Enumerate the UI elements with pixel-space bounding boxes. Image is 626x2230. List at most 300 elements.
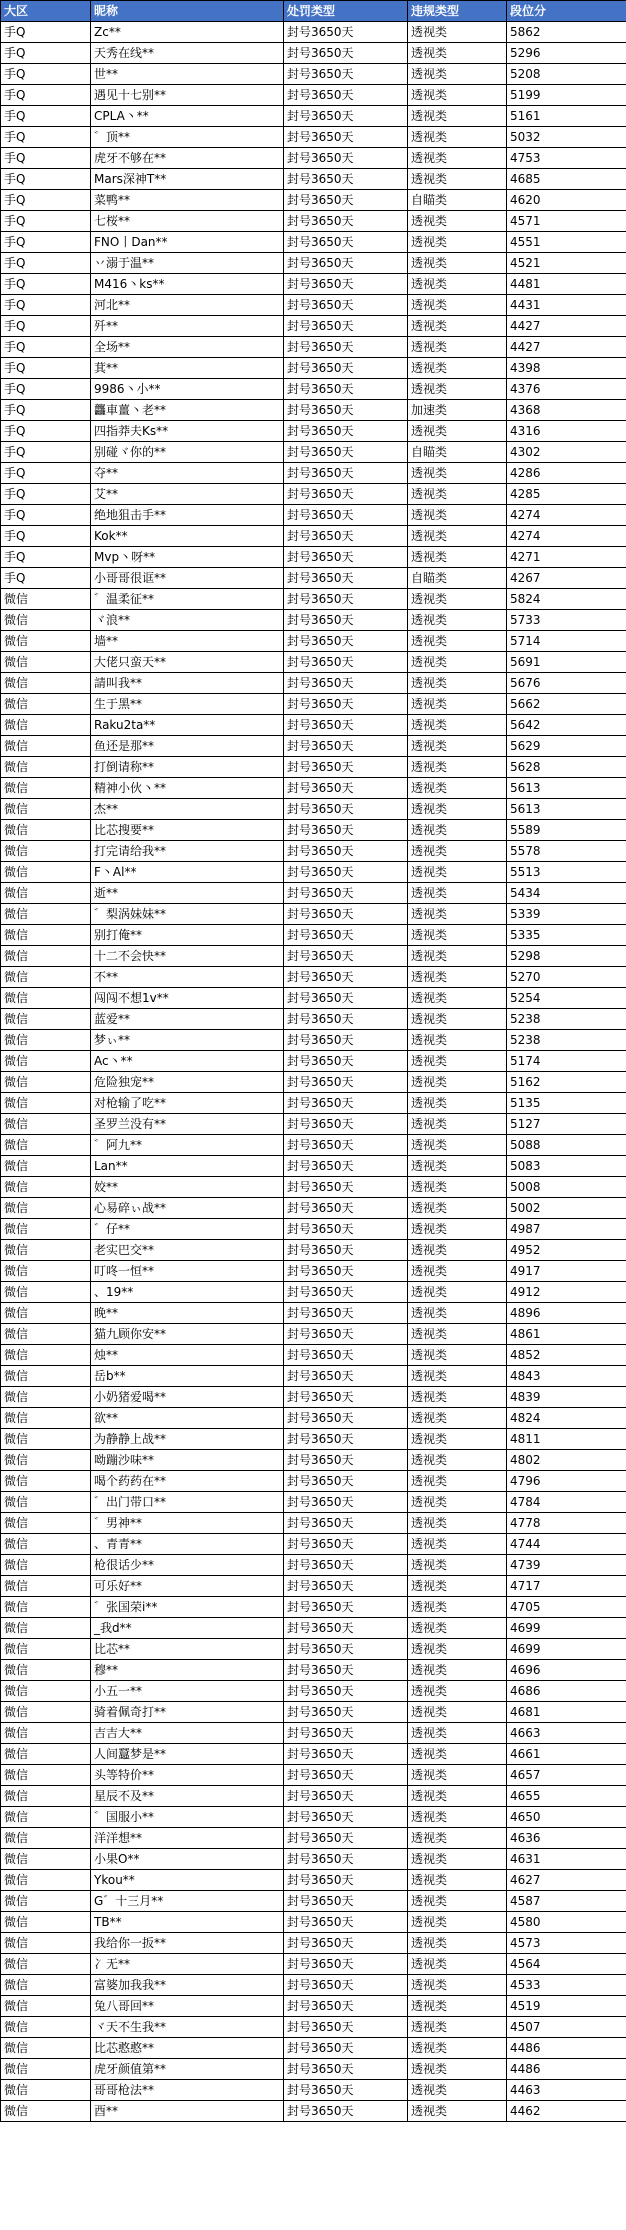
rank-score-cell: 4573 <box>507 1933 626 1954</box>
penalty-type-cell: 封号3650天 <box>284 568 408 589</box>
penalty-type-cell: 封号3650天 <box>284 1555 408 1576</box>
rank-score-cell: 4685 <box>507 169 626 190</box>
region-cell: 微信 <box>1 1807 91 1828</box>
rank-score-cell: 4699 <box>507 1618 626 1639</box>
rank-score-cell: 4631 <box>507 1849 626 1870</box>
rank-score-cell: 5434 <box>507 883 626 904</box>
table-row <box>1 274 626 295</box>
region-cell: 手Q <box>1 85 91 106</box>
violation-type-cell: 透视类 <box>408 1744 507 1765</box>
rank-score-cell: 4843 <box>507 1366 626 1387</box>
region-cell: 微信 <box>1 1639 91 1660</box>
violation-type-cell: 透视类 <box>408 631 507 652</box>
table-row <box>1 1345 626 1366</box>
rank-score-cell: 5208 <box>507 64 626 85</box>
penalty-type-cell: 封号3650天 <box>284 1576 408 1597</box>
violation-type-cell: 透视类 <box>408 1597 507 1618</box>
rank-score-cell: 5613 <box>507 778 626 799</box>
penalty-type-cell: 封号3650天 <box>284 505 408 526</box>
region-cell: 微信 <box>1 1156 91 1177</box>
violation-type-cell: 透视类 <box>408 589 507 610</box>
table-row <box>1 862 626 883</box>
rank-score-cell: 4481 <box>507 274 626 295</box>
violation-type-cell: 透视类 <box>408 799 507 820</box>
nickname-cell: 吉吉大** <box>91 1723 284 1744</box>
penalty-type-cell: 封号3650天 <box>284 946 408 967</box>
violation-type-cell: 透视类 <box>408 862 507 883</box>
table-row <box>1 337 626 358</box>
table-row <box>1 1765 626 1786</box>
nickname-cell: 兔八哥回** <box>91 1996 284 2017</box>
nickname-cell: 生于黑** <box>91 694 284 715</box>
nickname-cell: 世** <box>91 64 284 85</box>
region-cell: 微信 <box>1 1975 91 1996</box>
region-cell: 手Q <box>1 358 91 379</box>
penalty-type-cell: 封号3650天 <box>284 1849 408 1870</box>
table-row <box>1 736 626 757</box>
penalty-type-cell: 封号3650天 <box>284 904 408 925</box>
rank-score-cell: 5135 <box>507 1093 626 1114</box>
violation-type-cell: 透视类 <box>408 1177 507 1198</box>
nickname-cell: M416丶ks** <box>91 274 284 295</box>
nickname-cell: ゛张国荣i** <box>91 1597 284 1618</box>
rank-score-cell: 4620 <box>507 190 626 211</box>
violation-type-cell: 透视类 <box>408 337 507 358</box>
penalty-type-cell: 封号3650天 <box>284 1156 408 1177</box>
region-cell: 手Q <box>1 148 91 169</box>
violation-type-cell: 透视类 <box>408 1450 507 1471</box>
nickname-cell: 为静静上战** <box>91 1429 284 1450</box>
violation-type-cell: 透视类 <box>408 274 507 295</box>
rank-score-cell: 5335 <box>507 925 626 946</box>
rank-score-cell: 4917 <box>507 1261 626 1282</box>
violation-type-cell: 透视类 <box>408 505 507 526</box>
table-row <box>1 715 626 736</box>
violation-type-cell: 透视类 <box>408 967 507 988</box>
rank-score-cell: 4533 <box>507 1975 626 1996</box>
violation-type-cell: 透视类 <box>408 1387 507 1408</box>
table-row <box>1 1618 626 1639</box>
penalty-type-cell: 封号3650天 <box>284 1303 408 1324</box>
penalty-type-cell: 封号3650天 <box>284 1933 408 1954</box>
table-row <box>1 22 626 43</box>
penalty-type-cell: 封号3650天 <box>284 1429 408 1450</box>
region-cell: 微信 <box>1 1891 91 1912</box>
nickname-cell: 呦蹦沙味** <box>91 1450 284 1471</box>
violation-type-cell: 透视类 <box>408 379 507 400</box>
rank-score-cell: 5088 <box>507 1135 626 1156</box>
region-cell: 微信 <box>1 1681 91 1702</box>
rank-score-cell: 5578 <box>507 841 626 862</box>
nickname-cell: 墙** <box>91 631 284 652</box>
penalty-type-cell: 封号3650天 <box>284 757 408 778</box>
region-cell: 微信 <box>1 1849 91 1870</box>
rank-score-cell: 5676 <box>507 673 626 694</box>
nickname-cell: Ykou** <box>91 1870 284 1891</box>
violation-type-cell: 透视类 <box>408 2101 507 2122</box>
penalty-type-cell: 封号3650天 <box>284 1030 408 1051</box>
penalty-type-cell: 封号3650天 <box>284 547 408 568</box>
rank-score-cell: 4681 <box>507 1702 626 1723</box>
penalty-type-cell: 封号3650天 <box>284 799 408 820</box>
penalty-type-cell: 封号3650天 <box>284 1261 408 1282</box>
nickname-cell: 不** <box>91 967 284 988</box>
penalty-type-cell: 封号3650天 <box>284 2080 408 2101</box>
table-row <box>1 1051 626 1072</box>
nickname-cell: 比芯** <box>91 1639 284 1660</box>
region-cell: 微信 <box>1 1702 91 1723</box>
violation-type-cell: 透视类 <box>408 232 507 253</box>
table-row <box>1 1723 626 1744</box>
region-cell: 微信 <box>1 2038 91 2059</box>
penalty-type-cell: 封号3650天 <box>284 463 408 484</box>
rank-score-cell: 5032 <box>507 127 626 148</box>
table-row <box>1 1198 626 1219</box>
violation-type-cell: 透视类 <box>408 820 507 841</box>
violation-type-cell: 透视类 <box>408 127 507 148</box>
region-cell: 微信 <box>1 988 91 1009</box>
violation-type-cell: 透视类 <box>408 1786 507 1807</box>
violation-type-cell: 透视类 <box>408 1009 507 1030</box>
rank-score-cell: 4699 <box>507 1639 626 1660</box>
rank-score-cell: 4551 <box>507 232 626 253</box>
nickname-cell: Lan** <box>91 1156 284 1177</box>
nickname-cell: ゛顶** <box>91 127 284 148</box>
table-row <box>1 1912 626 1933</box>
violation-type-cell: 透视类 <box>408 1513 507 1534</box>
table-row <box>1 484 626 505</box>
rank-score-cell: 4802 <box>507 1450 626 1471</box>
violation-type-cell: 透视类 <box>408 1912 507 1933</box>
penalty-type-cell: 封号3650天 <box>284 631 408 652</box>
penalty-type-cell: 封号3650天 <box>284 1051 408 1072</box>
nickname-cell: ゛阿九** <box>91 1135 284 1156</box>
table-row <box>1 2080 626 2101</box>
region-cell: 微信 <box>1 1828 91 1849</box>
nickname-cell: 七桜** <box>91 211 284 232</box>
table-row <box>1 505 626 526</box>
penalty-type-cell: 封号3650天 <box>284 1912 408 1933</box>
nickname-cell: 逝** <box>91 883 284 904</box>
region-cell: 微信 <box>1 883 91 904</box>
nickname-cell: 天秀在线** <box>91 43 284 64</box>
penalty-type-cell: 封号3650天 <box>284 421 408 442</box>
violation-type-cell: 透视类 <box>408 1681 507 1702</box>
region-cell: 手Q <box>1 211 91 232</box>
region-cell: 手Q <box>1 337 91 358</box>
nickname-cell: 枪很话少** <box>91 1555 284 1576</box>
violation-type-cell: 透视类 <box>408 1051 507 1072</box>
table-row <box>1 1135 626 1156</box>
penalty-type-cell: 封号3650天 <box>284 2059 408 2080</box>
nickname-cell: 冫无** <box>91 1954 284 1975</box>
nickname-cell: 比芯憨憨** <box>91 2038 284 2059</box>
nickname-cell: 骑着佩奇打** <box>91 1702 284 1723</box>
region-cell: 手Q <box>1 421 91 442</box>
nickname-cell: 丷溺于温** <box>91 253 284 274</box>
table-row <box>1 694 626 715</box>
penalty-type-cell: 封号3650天 <box>284 1072 408 1093</box>
penalty-type-cell: 封号3650天 <box>284 1660 408 1681</box>
penalty-type-cell: 封号3650天 <box>284 1366 408 1387</box>
penalty-type-cell: 封号3650天 <box>284 64 408 85</box>
table-row <box>1 85 626 106</box>
rank-score-cell: 4987 <box>507 1219 626 1240</box>
table-row <box>1 190 626 211</box>
region-cell: 微信 <box>1 1723 91 1744</box>
penalty-type-cell: 封号3650天 <box>284 1240 408 1261</box>
rank-score-cell: 4705 <box>507 1597 626 1618</box>
table-row <box>1 778 626 799</box>
region-cell: 微信 <box>1 715 91 736</box>
table-row <box>1 568 626 589</box>
rank-score-cell: 4784 <box>507 1492 626 1513</box>
table-row <box>1 1681 626 1702</box>
penalty-type-cell: 封号3650天 <box>284 1093 408 1114</box>
region-cell: 微信 <box>1 2017 91 2038</box>
table-row <box>1 1114 626 1135</box>
violation-type-cell: 透视类 <box>408 1114 507 1135</box>
nickname-cell: _我d** <box>91 1618 284 1639</box>
violation-type-cell: 透视类 <box>408 1702 507 1723</box>
nickname-cell: 萁** <box>91 358 284 379</box>
penalty-type-cell: 封号3650天 <box>284 1618 408 1639</box>
rank-score-cell: 4753 <box>507 148 626 169</box>
rank-score-cell: 4267 <box>507 568 626 589</box>
table-row <box>1 526 626 547</box>
rank-score-cell: 5589 <box>507 820 626 841</box>
violation-type-cell: 透视类 <box>408 1807 507 1828</box>
rank-score-cell: 4521 <box>507 253 626 274</box>
violation-type-cell: 透视类 <box>408 778 507 799</box>
table-row <box>1 232 626 253</box>
table-row <box>1 1177 626 1198</box>
nickname-cell: 老实巴交** <box>91 1240 284 1261</box>
penalty-type-cell: 封号3650天 <box>284 883 408 904</box>
rank-score-cell: 4271 <box>507 547 626 568</box>
nickname-cell: 猫九顾你安** <box>91 1324 284 1345</box>
penalty-type-cell: 封号3650天 <box>284 295 408 316</box>
nickname-cell: 河北** <box>91 295 284 316</box>
rank-score-cell: 5613 <box>507 799 626 820</box>
region-cell: 微信 <box>1 1135 91 1156</box>
region-cell: 微信 <box>1 1177 91 1198</box>
region-cell: 微信 <box>1 1198 91 1219</box>
table-row <box>1 1849 626 1870</box>
rank-score-cell: 5339 <box>507 904 626 925</box>
violation-type-cell: 透视类 <box>408 1891 507 1912</box>
header-penalty-type: 处罚类型 <box>284 1 408 22</box>
table-row <box>1 1744 626 1765</box>
penalty-type-cell: 封号3650天 <box>284 1765 408 1786</box>
rank-score-cell: 4431 <box>507 295 626 316</box>
violation-type-cell: 透视类 <box>408 358 507 379</box>
nickname-cell: 打倒请称** <box>91 757 284 778</box>
nickname-cell: 喝个药药在** <box>91 1471 284 1492</box>
table-row <box>1 1324 626 1345</box>
nickname-cell: 梦ぃ** <box>91 1030 284 1051</box>
table-row <box>1 967 626 988</box>
region-cell: 手Q <box>1 106 91 127</box>
nickname-cell: 酉** <box>91 2101 284 2122</box>
rank-score-cell: 4462 <box>507 2101 626 2122</box>
nickname-cell: Kok** <box>91 526 284 547</box>
violation-type-cell: 透视类 <box>408 169 507 190</box>
table-row <box>1 1156 626 1177</box>
region-cell: 微信 <box>1 862 91 883</box>
table-row <box>1 2101 626 2122</box>
region-cell: 微信 <box>1 1576 91 1597</box>
rank-score-cell: 4896 <box>507 1303 626 1324</box>
nickname-cell: 龘車薑丶老** <box>91 400 284 421</box>
rank-score-cell: 5002 <box>507 1198 626 1219</box>
region-cell: 手Q <box>1 274 91 295</box>
rank-score-cell: 4912 <box>507 1282 626 1303</box>
penalty-type-cell: 封号3650天 <box>284 2017 408 2038</box>
table-row <box>1 442 626 463</box>
violation-type-cell: 透视类 <box>408 211 507 232</box>
table-row <box>1 169 626 190</box>
violation-type-cell: 透视类 <box>408 547 507 568</box>
rank-score-cell: 4952 <box>507 1240 626 1261</box>
table-row <box>1 127 626 148</box>
violation-type-cell: 透视类 <box>408 1576 507 1597</box>
nickname-cell: 十二不会快** <box>91 946 284 967</box>
rank-score-cell: 5513 <box>507 862 626 883</box>
region-cell: 手Q <box>1 463 91 484</box>
region-cell: 微信 <box>1 2059 91 2080</box>
penalty-type-cell: 封号3650天 <box>284 1135 408 1156</box>
rank-score-cell: 4811 <box>507 1429 626 1450</box>
region-cell: 手Q <box>1 400 91 421</box>
nickname-cell: ゛梨涡妹妹** <box>91 904 284 925</box>
nickname-cell: 歼** <box>91 316 284 337</box>
region-cell: 微信 <box>1 1996 91 2017</box>
table-row <box>1 421 626 442</box>
table-row <box>1 253 626 274</box>
table-row <box>1 148 626 169</box>
penalty-type-cell: 封号3650天 <box>284 232 408 253</box>
rank-score-cell: 5254 <box>507 988 626 1009</box>
violation-type-cell: 透视类 <box>408 988 507 1009</box>
region-cell: 微信 <box>1 652 91 673</box>
violation-type-cell: 透视类 <box>408 883 507 904</box>
nickname-cell: 比芯搜要** <box>91 820 284 841</box>
violation-type-cell: 透视类 <box>408 43 507 64</box>
table-row <box>1 841 626 862</box>
rank-score-cell: 5691 <box>507 652 626 673</box>
table-row <box>1 1072 626 1093</box>
penalty-type-cell: 封号3650天 <box>284 925 408 946</box>
rank-score-cell: 5174 <box>507 1051 626 1072</box>
penalty-type-cell: 封号3650天 <box>284 1828 408 1849</box>
table-body <box>1 22 626 2122</box>
table-row <box>1 1933 626 1954</box>
rank-score-cell: 5642 <box>507 715 626 736</box>
rank-score-cell: 4519 <box>507 1996 626 2017</box>
region-cell: 手Q <box>1 526 91 547</box>
nickname-cell: 岳b** <box>91 1366 284 1387</box>
penalty-type-cell: 封号3650天 <box>284 610 408 631</box>
nickname-cell: 闯闯不想1v** <box>91 988 284 1009</box>
table-row <box>1 820 626 841</box>
rank-score-cell: 4285 <box>507 484 626 505</box>
region-cell: 微信 <box>1 589 91 610</box>
rank-score-cell: 4274 <box>507 526 626 547</box>
rank-score-cell: 5824 <box>507 589 626 610</box>
nickname-cell: F丶Al** <box>91 862 284 883</box>
rank-score-cell: 4368 <box>507 400 626 421</box>
region-cell: 微信 <box>1 1513 91 1534</box>
violation-type-cell: 透视类 <box>408 1429 507 1450</box>
violation-type-cell: 透视类 <box>408 2038 507 2059</box>
violation-type-cell: 透视类 <box>408 841 507 862</box>
table-row <box>1 1975 626 1996</box>
violation-type-cell: 透视类 <box>408 1996 507 2017</box>
violation-type-cell: 透视类 <box>408 85 507 106</box>
region-cell: 手Q <box>1 442 91 463</box>
table-row <box>1 1534 626 1555</box>
table-row <box>1 1219 626 1240</box>
rank-score-cell: 4663 <box>507 1723 626 1744</box>
table-row <box>1 1387 626 1408</box>
violation-type-cell: 透视类 <box>408 1324 507 1345</box>
region-cell: 微信 <box>1 1345 91 1366</box>
penalty-type-cell: 封号3650天 <box>284 673 408 694</box>
nickname-cell: FNO丨Dan** <box>91 232 284 253</box>
region-cell: 微信 <box>1 1051 91 1072</box>
rank-score-cell: 4376 <box>507 379 626 400</box>
region-cell: 手Q <box>1 316 91 337</box>
region-cell: 微信 <box>1 736 91 757</box>
nickname-cell: 危险独宠** <box>91 1072 284 1093</box>
penalty-type-cell: 封号3650天 <box>284 736 408 757</box>
violation-type-cell: 透视类 <box>408 694 507 715</box>
region-cell: 微信 <box>1 1471 91 1492</box>
rank-score-cell: 4739 <box>507 1555 626 1576</box>
rank-score-cell: 5662 <box>507 694 626 715</box>
penalty-type-cell: 封号3650天 <box>284 484 408 505</box>
nickname-cell: CPLA丶** <box>91 106 284 127</box>
header-row <box>1 1 626 22</box>
table-row <box>1 358 626 379</box>
nickname-cell: 头等特价** <box>91 1765 284 1786</box>
region-cell: 手Q <box>1 64 91 85</box>
table-row <box>1 1492 626 1513</box>
rank-score-cell: 4744 <box>507 1534 626 1555</box>
violation-type-cell: 透视类 <box>408 484 507 505</box>
rank-score-cell: 5238 <box>507 1030 626 1051</box>
penalty-type-cell: 封号3650天 <box>284 1723 408 1744</box>
violation-type-cell: 透视类 <box>408 316 507 337</box>
violation-type-cell: 透视类 <box>408 253 507 274</box>
rank-score-cell: 4696 <box>507 1660 626 1681</box>
violation-type-cell: 透视类 <box>408 1765 507 1786</box>
rank-score-cell: 4486 <box>507 2038 626 2059</box>
rank-score-cell: 4507 <box>507 2017 626 2038</box>
violation-type-cell: 透视类 <box>408 715 507 736</box>
table-row <box>1 946 626 967</box>
penalty-type-cell: 封号3650天 <box>284 652 408 673</box>
region-cell: 微信 <box>1 1618 91 1639</box>
table-row <box>1 1261 626 1282</box>
region-cell: 手Q <box>1 547 91 568</box>
penalty-type-cell: 封号3650天 <box>284 274 408 295</box>
region-cell: 微信 <box>1 1786 91 1807</box>
nickname-cell: 夺** <box>91 463 284 484</box>
penalty-type-cell: 封号3650天 <box>284 1534 408 1555</box>
nickname-cell: 9986丶小** <box>91 379 284 400</box>
